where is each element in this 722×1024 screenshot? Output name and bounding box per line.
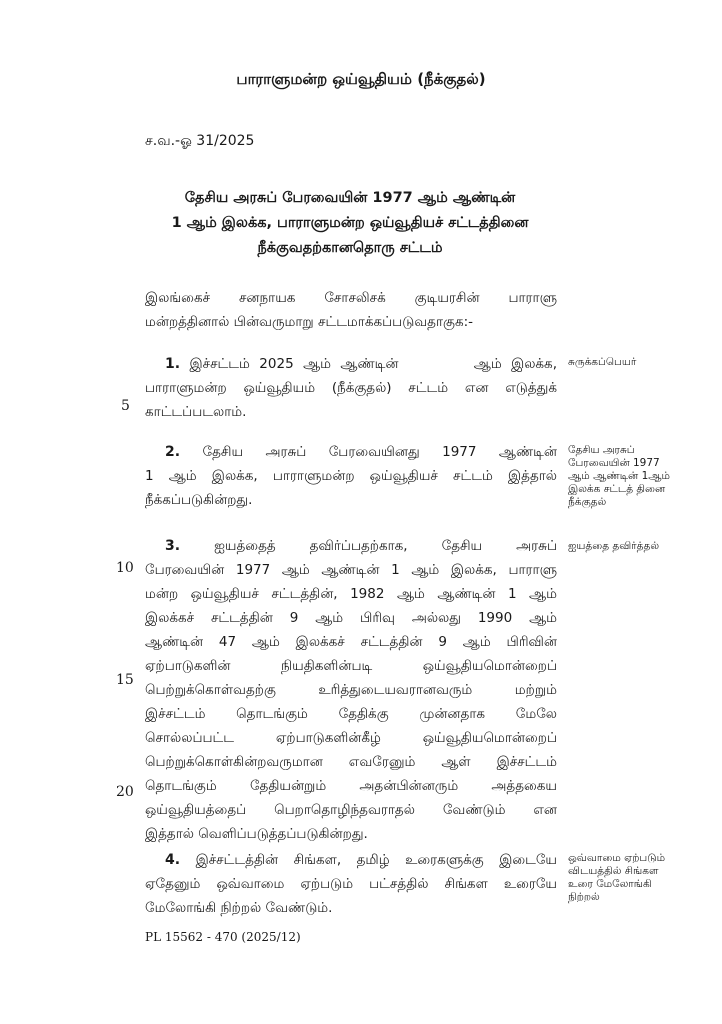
section-line: ஆண்டின் 47 ஆம் இலக்கச் சட்டத்தின் 9 ஆம் பிரிவின் bbox=[145, 634, 557, 650]
section-line: பேரவையின் 1977 ஆம் ஆண்டின் 1 ஆம் இலக்க, பாராளு bbox=[145, 562, 557, 578]
section-number: 1. bbox=[165, 356, 181, 372]
section-2 bbox=[145, 440, 557, 512]
enacting-line: மன்றத்தினால் பின்வருமாறு சட்டமாக்கப்படுவதாகுக:- bbox=[145, 314, 474, 330]
section-number: 3. bbox=[165, 538, 181, 554]
section-line: பெற்றுக்கொள்கின்றவருமான எவரேனும் ஆள் இச்சட்டம் bbox=[145, 754, 557, 770]
enacting-line: இலங்கைச் சனநாயக சோசலிசக் குடியரசின் பாராளு bbox=[145, 290, 557, 306]
section-3 bbox=[145, 534, 557, 846]
margin-note-repeal: தேசிய அரசுப் பேரவையின் 1977 ஆம் ஆண்டின் 1ஆம் இலக்க சட்டத் தினை நீக்குதல் bbox=[568, 444, 670, 508]
margin-note-inconsistency: ஒவ்வாமை ஏற்படும் விடயத்தில் சிங்கள உரை மேலோங்கி நிற்றல் bbox=[568, 852, 666, 903]
document-title: பாராளுமன்ற ஒய்வூதியம் (நீக்குதல்) bbox=[236, 70, 486, 88]
section-1 bbox=[145, 352, 557, 424]
section-line: தேசிய அரசுப் பேரவையினது 1977 ஆண்டின் bbox=[202, 444, 557, 460]
section-line: பெற்றுக்கொள்வதற்கு உரித்துடையவரானவரும் மற்றும் bbox=[145, 682, 557, 698]
enacting-clause bbox=[145, 286, 557, 334]
margin-note-avoidance-of-doubt: ஐயத்தை தவிர்த்தல் bbox=[568, 540, 660, 552]
line-number: 15 bbox=[116, 672, 134, 688]
section-line: ஐயத்தைத் தவிர்ப்பதற்காக, தேசிய அரசுப் bbox=[214, 538, 557, 554]
margin-note-short-title: சுருக்கப்பெயர் bbox=[568, 356, 637, 368]
line-number: 10 bbox=[116, 560, 134, 576]
long-title-line: 1 ஆம் இலக்க, பாராளுமன்ற ஒய்வூதியச் சட்டத்தினை bbox=[171, 215, 529, 231]
section-line: ஒய்வூதியத்தைப் பெறாதொழிந்தவராதல் வேண்டும் என bbox=[145, 802, 557, 818]
line-number: 5 bbox=[121, 398, 130, 414]
long-title-line: தேசிய அரசுப் பேரவையின் 1977 ஆம் ஆண்டின் bbox=[184, 190, 516, 206]
bill-number: ச.வ.-ஓ 31/2025 bbox=[145, 133, 255, 149]
section-line: 1 ஆம் இலக்க, பாராளுமன்ற ஒய்வூதியச் சட்டம் இத்தால் bbox=[145, 468, 557, 484]
section-line: சொல்லப்பட்ட ஏற்பாடுகளின்கீழ் ஒய்வூதியமொன்றைப் bbox=[145, 730, 557, 746]
line-number: 20 bbox=[116, 784, 134, 800]
section-line: மன்ற ஒய்வூதியச் சட்டத்தின், 1982 ஆம் ஆண்டின் 1 ஆம் bbox=[145, 586, 557, 602]
section-line: ஏற்பாடுகளின் நியதிகளின்படி ஒய்வூதியமொன்றைப் bbox=[145, 658, 557, 674]
section-line: இச்சட்டத்தின் சிங்கள, தமிழ் உரைகளுக்கு இடையே bbox=[195, 852, 557, 868]
section-line: ஏதேனும் ஒவ்வாமை ஏற்படும் பட்சத்தில் சிங்கள உரையே bbox=[145, 876, 557, 892]
section-number: 4. bbox=[165, 852, 181, 868]
section-line: இத்தால் வெளிப்படுத்தப்படுகின்றது. bbox=[145, 826, 368, 842]
section-line: நீக்கப்படுகின்றது. bbox=[145, 492, 253, 508]
section-4 bbox=[145, 848, 557, 920]
section-line: இச்சட்டம் தொடங்கும் தேதிக்கு முன்னதாக மேலே bbox=[145, 706, 557, 722]
section-line: மேலோங்கி நிற்றல் வேண்டும். bbox=[145, 900, 333, 916]
long-title bbox=[140, 186, 560, 261]
section-number: 2. bbox=[165, 444, 181, 460]
section-line: காட்டப்படலாம். bbox=[145, 404, 247, 420]
section-line: பாராளுமன்ற ஒய்வூதியம் (நீக்குதல்) சட்டம் என எடுத்துக் bbox=[145, 380, 557, 396]
print-reference: PL 15562 - 470 (2025/12) bbox=[145, 930, 301, 944]
section-line: இச்சட்டம் 2025 ஆம் ஆண்டின் ஆம் இலக்க, bbox=[189, 356, 557, 372]
section-line: தொடங்கும் தேதியன்றும் அதன்பின்னரும் அத்தகைய bbox=[145, 778, 557, 794]
section-line: இலக்கச் சட்டத்தின் 9 ஆம் பிரிவு அல்லது 1990 ஆம் bbox=[145, 610, 557, 626]
long-title-line: நீக்குவதற்கானதொரு சட்டம் bbox=[257, 240, 443, 256]
